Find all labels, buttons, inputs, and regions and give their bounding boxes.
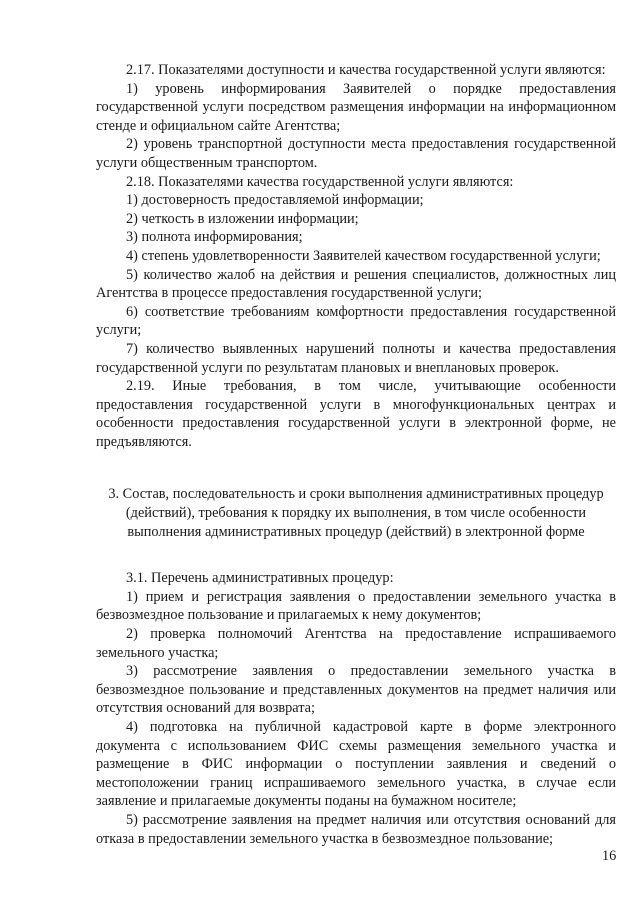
paragraph-3-1: 3.1. Перечень административных процедур:	[126, 570, 394, 587]
paragraph-2-19: 2.19. Иные требования, в том числе, учитывающие особенности предоставления государственной услуги в многофункциональных центрах и особенности предоставления государственной услуги в электронной форме, не предъявляются.	[96, 378, 616, 450]
list-item-2-18-2: 2) четкость в изложении информации;	[126, 210, 359, 227]
list-item-2-17-2: 2) уровень транспортной доступности места предоставления государственной услуги общественным транспортом.	[96, 136, 616, 171]
list-item-2-18-1: 1) достоверность предоставляемой информации;	[126, 192, 424, 209]
list-item-2-18-6: 6) соответствие требованиям комфортности предоставления государственной услуги;	[96, 303, 616, 339]
section-3-heading	[96, 485, 616, 541]
document-page	[96, 61, 616, 848]
list-item-2-18-3: 3) полнота информирования;	[126, 229, 303, 246]
list-item-2-18-5: 5) количество жалоб на действия и решения специалистов, должностных лиц Агентства в процессе предоставления государственной услуги;	[96, 266, 616, 302]
list-item-3-1-1: 1) прием и регистрация заявления о предоставлении земельного участка в безвозмездное пользование и прилагаемых к нему документов;	[96, 588, 616, 624]
page-number: 16	[602, 848, 617, 864]
list-item-3-1-3: 3) рассмотрение заявления о предоставлении земельного участка в безвозмездное пользование и представленных документов на предмет наличия или отсутствия оснований для возврата;	[96, 663, 616, 717]
list-item-2-18-7: 7) количество выявленных нарушений полноты и качества предоставления государственной услуги по результатам плановых и внеплановых проверок.	[96, 340, 616, 376]
list-item-3-1-4: 4) подготовка на публичной кадастровой карте в форме электронного документа с использованием ФИС схемы размещения земельного участка и размещение в ФИС информации о поступлении заявления и сведений о местоположении границ испрашиваемого земельного участка, в случае если заявление и прилагаемые документы поданы на бумажном носителе;	[96, 719, 616, 810]
paragraph-2-18: 2.18. Показателями качества государственной услуги являются:	[126, 173, 514, 190]
paragraph-2-17: 2.17. Показателями доступности и качества государственной услуги являются:	[126, 62, 606, 78]
section-3-heading-line-1: 3. Состав, последовательность и сроки выполнения административных процедур (действий), требования к порядку их выполнения, в том числе особенности	[108, 486, 604, 522]
list-item-2-18-4: 4) степень удовлетворенности Заявителей качеством государственной услуги;	[126, 247, 601, 264]
list-item-3-1-2: 2) проверка полномочий Агентства на предоставление испрашиваемого земельного участка;	[96, 626, 616, 661]
list-item-3-1-5: 5) рассмотрение заявления на предмет наличия или отсутствия оснований для отказа в предоставлении земельного участка в безвозмездное пользование;	[96, 811, 616, 847]
section-3-heading-line-2: выполнения административных процедур (действий) в электронной форме	[127, 523, 585, 540]
list-item-2-17-1: 1) уровень информирования Заявителей о порядке предоставления государственной услуги посредством размещения информации на информационном стенде и официальном сайте Агентства;	[96, 80, 616, 134]
